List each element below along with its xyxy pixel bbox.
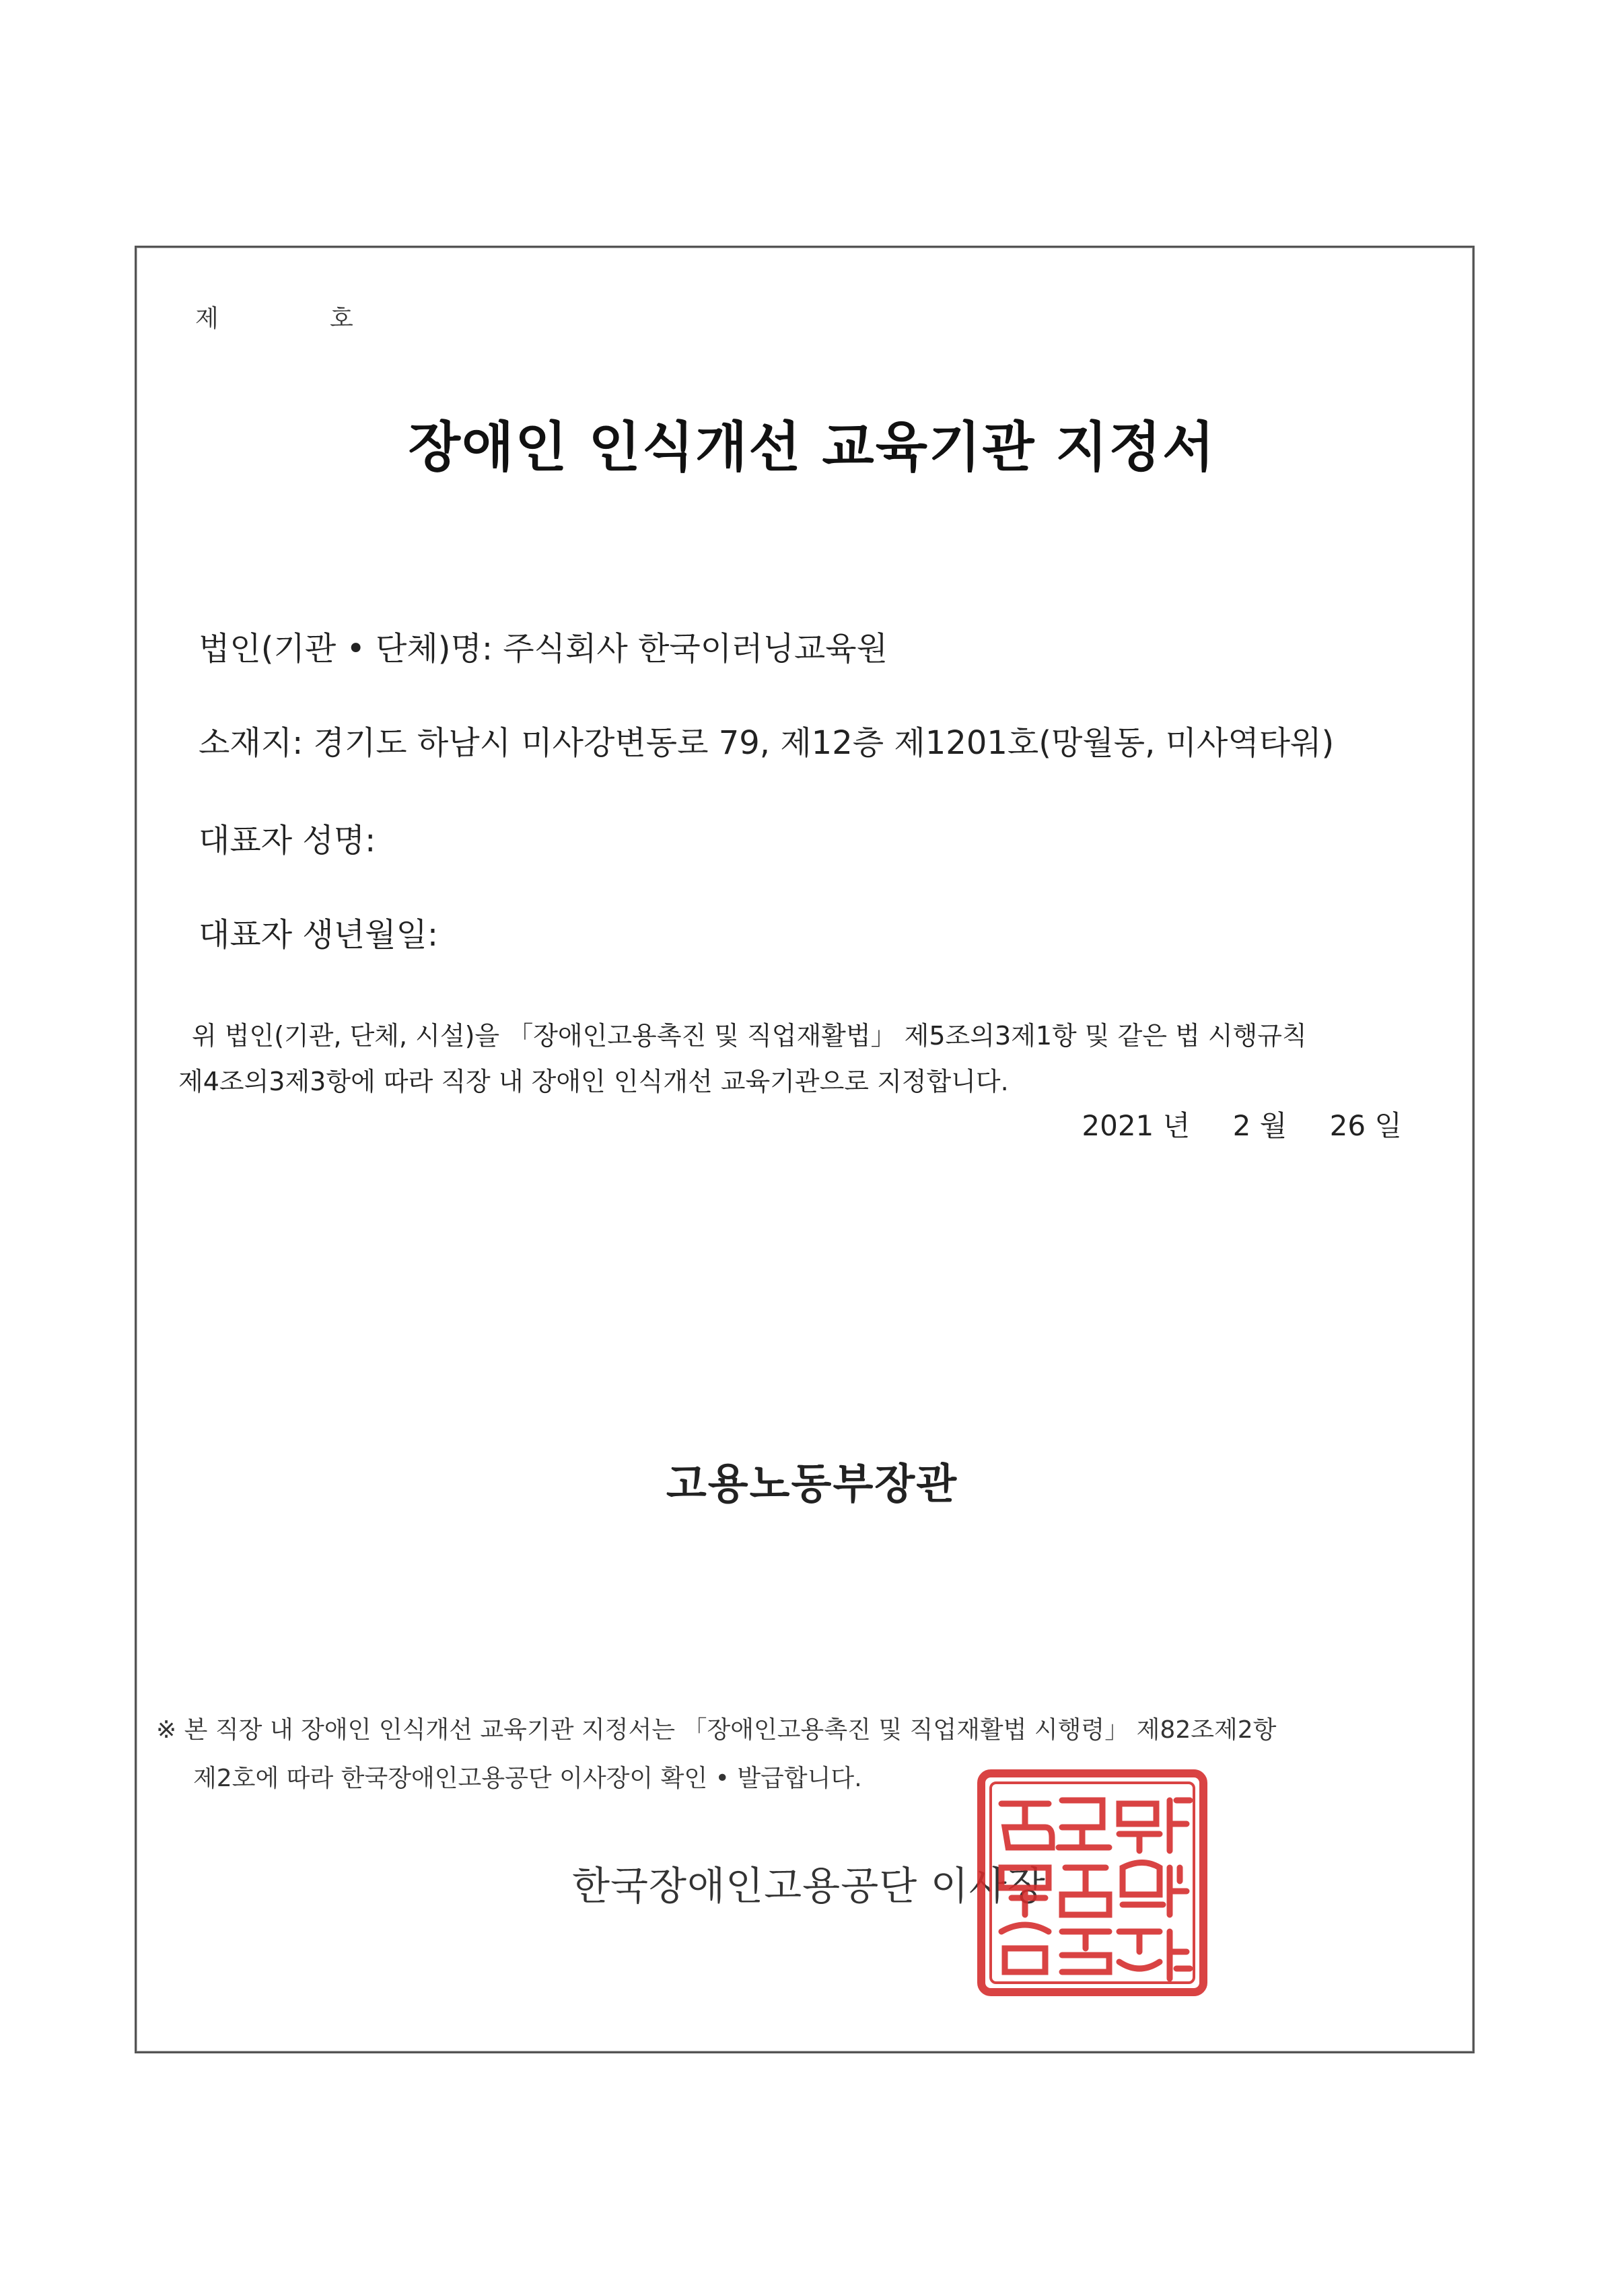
date-month: 2 xyxy=(1232,1109,1251,1142)
representative-name-field: 대표자 성명: xyxy=(199,822,376,859)
issue-date xyxy=(1082,1104,1402,1144)
date-month-unit: 월 xyxy=(1259,1109,1287,1142)
designation-line-2: 제4조의3제3항에 따라 직장 내 장애인 인식개선 교육기관으로 지정합니다. xyxy=(178,1067,1009,1096)
location-field: 소재지: 경기도 하남시 미사강변동로 79, 제12층 제1201호(망월동, 미사역타워) xyxy=(199,724,1335,762)
designation-statement xyxy=(178,1013,1444,1104)
issuer-title: 고용노동부장관 xyxy=(666,1459,958,1508)
certificate-title: 장애인 인식개선 교육기관 지정서 xyxy=(408,416,1216,479)
representative-birth-field: 대표자 생년월일: xyxy=(199,916,439,954)
date-day-unit: 일 xyxy=(1374,1109,1402,1142)
document-number xyxy=(195,299,353,334)
agency-signature: 한국장애인고용공단 이사장 xyxy=(572,1863,1046,1909)
official-seal-icon xyxy=(975,1767,1210,1999)
designation-line-1: 위 법인(기관, 단체, 시설)을 「장애인고용촉진 및 직업재활법」 제5조의3제1항 및 같은 법 시행규칙 xyxy=(192,1021,1307,1051)
document-number-suffix: 호 xyxy=(330,305,353,332)
note-line-1: ※ 본 직장 내 장애인 인식개선 교육기관 지정서는 「장애인고용촉진 및 직업재활법 시행령」 제82조제2항 xyxy=(156,1716,1277,1744)
note-line-2: 제2호에 따라 한국장애인고용공단 이사장이 확인 • 발급합니다. xyxy=(193,1765,862,1792)
date-year-unit: 년 xyxy=(1162,1109,1191,1142)
date-day: 26 xyxy=(1329,1109,1366,1142)
confirmation-note xyxy=(156,1706,1475,1803)
corp-name-field: 법인(기관 • 단체)명: 주식회사 한국이러닝교육원 xyxy=(199,630,888,668)
date-year: 2021 xyxy=(1082,1109,1154,1142)
document-number-prefix: 제 xyxy=(195,305,219,332)
